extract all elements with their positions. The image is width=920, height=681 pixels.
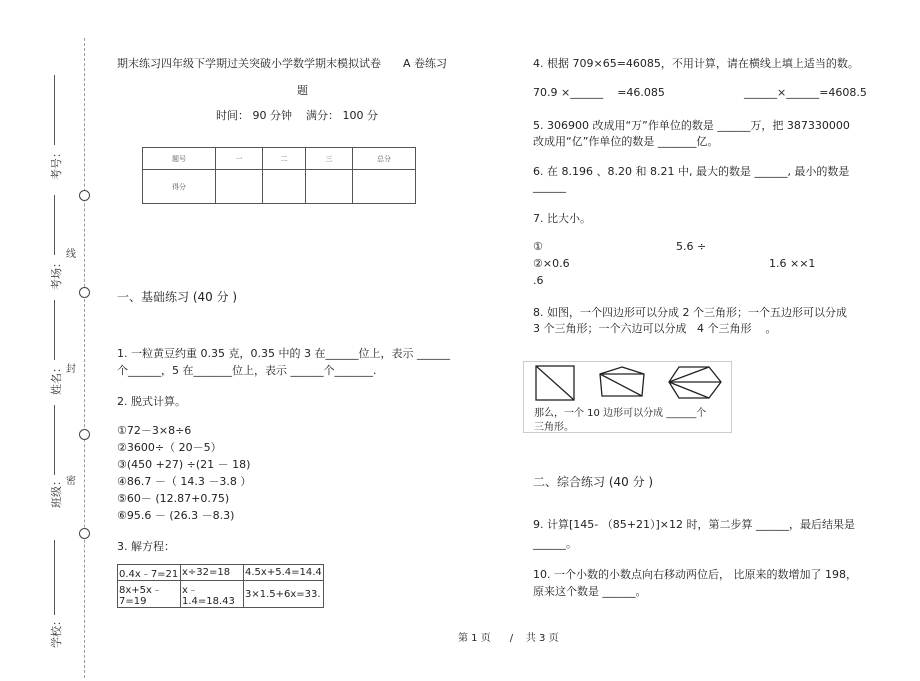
binding-mark-seal: 封 [66, 364, 76, 375]
binding-dashed-line [84, 38, 85, 678]
equation-cell: x﹣1.4=18.43 [181, 581, 244, 608]
score-header: 一 [216, 148, 263, 170]
q10-line1: 10. 一个小数的小数点向右移动两位后， 比原来的数增加了 198， [533, 568, 857, 581]
q8-line1: 8. 如图，一个四边形可以分成 2 个三角形；一个五边形可以分成 [533, 306, 847, 319]
exam-title-cont: 题 [297, 84, 308, 97]
q2-item: ①72－3×8÷6 [117, 424, 192, 437]
fill-line [54, 75, 55, 145]
pentagon-figure [600, 367, 644, 396]
q7-compare: ① [533, 240, 543, 253]
q10-line2: 原来这个数是 ______。 [533, 585, 647, 598]
q8-caption: 那么，一个 10 边形可以分成 ______个 [534, 408, 707, 419]
score-row-label: 得分 [143, 170, 216, 204]
binding-mark-secret: 密 [66, 476, 76, 487]
polygon-figures [524, 362, 731, 404]
diagonal-line [669, 382, 709, 398]
score-table [142, 147, 416, 204]
score-header: 二 [263, 148, 306, 170]
q1-line1: 1. 一粒黄豆约重 0.35 克，0.35 中的 3 在______位上，表示 ______ [117, 347, 450, 360]
label-school: 学校： [50, 615, 63, 648]
label-exam-number: 考号： [50, 147, 63, 180]
label-name: 姓名： [50, 362, 63, 395]
q8-line2: 3 个三角形；一个六边可以分成 4 个三角形 。 [533, 322, 777, 335]
score-cell[interactable] [306, 170, 353, 204]
equation-cell: x÷32=18 [181, 565, 244, 581]
score-cell[interactable] [353, 170, 416, 204]
exam-title: 期末练习四年级下学期过关突破小学数学期末模拟试卷 A 卷练习 [117, 57, 448, 70]
q7-compare: 5.6 ÷ [676, 240, 707, 253]
equation-table [117, 564, 324, 608]
diagonal-line [536, 366, 574, 400]
q9-line2: ______。 [533, 537, 577, 550]
q2-item: ⑥95.6 － (26.3 －8.3) [117, 509, 235, 522]
fill-line [54, 300, 55, 360]
q7-compare: ②×0.6 [533, 257, 570, 270]
equation-cell: 8x+5x﹣7=19 [118, 581, 181, 608]
fill-line [54, 195, 55, 255]
q8-caption-cont: 三角形。 [534, 422, 574, 433]
q2-title: 2. 脱式计算。 [117, 395, 186, 408]
section-heading-1: 一、基础练习 (40 分 ) [117, 290, 238, 304]
binding-hole [79, 190, 90, 201]
q2-item: ②3600÷（ 20－5） [117, 441, 222, 454]
score-header: 三 [306, 148, 353, 170]
q2-item: ⑤60－ (12.87+0.75) [117, 492, 230, 505]
page-footer: 第 1 页 / 共 3 页 [458, 633, 559, 644]
q4-left: 70.9 ×______ =46.085 [533, 86, 665, 99]
q7-title: 7. 比大小。 [533, 212, 591, 225]
q6-line2: ______ [533, 180, 566, 193]
score-cell[interactable] [216, 170, 263, 204]
score-header: 题号 [143, 148, 216, 170]
equation-cell: 4.5x+5.4=14.4 [244, 565, 324, 581]
binding-hole [79, 429, 90, 440]
q3-title: 3. 解方程： [117, 540, 175, 553]
diagonal-line [600, 374, 642, 396]
equation-cell: 0.4x﹣7=21 [118, 565, 181, 581]
q2-item: ③(450 +27) ÷(21 － 18) [117, 458, 251, 471]
score-cell[interactable] [263, 170, 306, 204]
q7-compare: .6 [533, 274, 544, 287]
q4-title: 4. 根据 709×65=46085，不用计算，请在横线上填上适当的数。 [533, 57, 859, 70]
q5-line2: 改成用“亿”作单位的数是 _______亿。 [533, 135, 719, 148]
binding-hole [79, 287, 90, 298]
equation-cell: 3×1.5+6x=33. [244, 581, 324, 608]
q5-line1: 5. 306900 改成用“万”作单位的数是 ______万，把 387330000 [533, 119, 850, 132]
q7-compare: 1.6 ××1 [769, 257, 816, 270]
q1-line2: 个______，5 在_______位上，表示 ______个_______. [117, 364, 377, 377]
fill-line [54, 540, 55, 615]
score-header: 总分 [353, 148, 416, 170]
q9-line1: 9. 计算[145- （85+21）]×12 时，第二步算 ______，最后结果是 [533, 518, 855, 531]
exam-info: 时间： 90 分钟 满分： 100 分 [216, 109, 378, 122]
label-class: 班级： [50, 475, 63, 508]
binding-hole [79, 528, 90, 539]
polygon-diagram [523, 361, 732, 433]
binding-mark-line: 线 [66, 249, 76, 260]
q2-item: ④86.7 －（ 14.3 －3.8 ） [117, 475, 252, 488]
label-exam-room: 考场： [50, 257, 63, 290]
diagonal-line [669, 367, 709, 382]
fill-line [54, 405, 55, 475]
q4-right: ______×______=4608.5 [744, 86, 867, 99]
section-heading-2: 二、综合练习 (40 分 ) [533, 475, 654, 489]
q6-line1: 6. 在 8.196 、8.20 和 8.21 中, 最大的数是 ______, 最小的数是 [533, 165, 850, 178]
